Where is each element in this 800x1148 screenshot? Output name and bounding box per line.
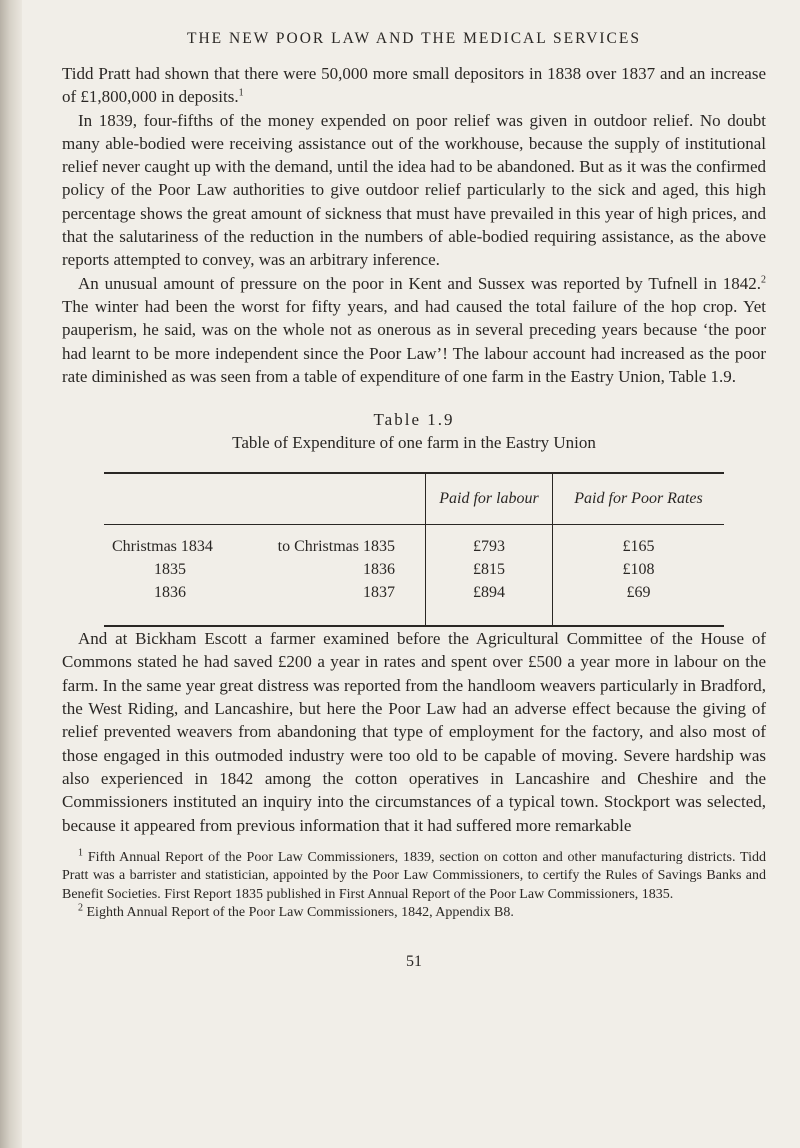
table-header-row bbox=[104, 473, 724, 525]
period-cell: 1836 1837 bbox=[104, 580, 426, 626]
paragraph-2: In 1839, four-fifths of the money expended on poor relief was given in outdoor relief. No doubt many able-bodied were receiving assistance out of the workhouse, because the supply of institutional relief never caught up with the demand, until the idea had to be abandoned. But as it was the confirmed policy of the Poor Law authorities to give outdoor relief particularly to the sick and aged, this high percentage shows the great amount of sickness that must have prevailed in this year of high prices, and that the salutariness of the reduction in the numbers of able-bodied requiring assistance, as the above reports attempted to convey, was an arbitrary inference. bbox=[62, 110, 766, 270]
book-spine-shadow bbox=[0, 0, 22, 1148]
paragraph-4: And at Bickham Escott a farmer examined before the Agricultural Committee of the House of Commons stated he had saved £200 a year in rates and spent over £500 a year more in labour on the farm. In the same year great distress was reported from the handloom weavers particularly in Bradford, the West Riding, and Lancashire, but here the Poor Law had an adverse effect because the giving of relief prevented weavers from abandoning that type of employment for the factory, and also most of those engaged in this outmoded industry were too old to be capable of moving. Severe hardship was also experienced in 1842 among the cotton operatives in Lancashire and Cheshire and the Commissioners instituted an inquiry into the circumstances of a typical town. Stockport was selected, because it appeared from previous information that it had suffered more remarkable bbox=[62, 629, 766, 835]
footnotes bbox=[62, 849, 766, 923]
table-row bbox=[104, 580, 724, 626]
paragraph-3: An unusual amount of pressure on the poor in Kent and Sussex was reported by Tufnell in 1842.$^2$ The winter had been the worst for fifty years, and had caused the total failure of the hop crop. Yet pauperism, he said, was on the whole not as onerous as in several preceding years because ‘the poor had learnt to be more independent since the Poor Law’! The labour account had increased as the poor rate diminished as was seen from a table of expenditure of one farm in the Eastry Union, Table 1.9. bbox=[62, 273, 766, 386]
rates-cell: £69 bbox=[553, 580, 725, 626]
paragraph-1: Tidd Pratt had shown that there were 50,000 more small depositors in 1838 over 1837 and an increase of £1,800,000 in deposits.$^1$ bbox=[62, 64, 766, 107]
footnote-ref-2: 2 bbox=[761, 274, 766, 286]
expenditure-table bbox=[104, 472, 724, 627]
rates-cell: £108 bbox=[553, 557, 725, 580]
table-row bbox=[104, 525, 724, 558]
period-cell: 1835 1836 bbox=[154, 561, 395, 579]
header-paid-labour: Paid for labour bbox=[426, 473, 553, 525]
rates-cell: £165 bbox=[553, 525, 725, 558]
header-period bbox=[104, 473, 426, 525]
footnote-2: $^2$ Eighth Annual Report of the Poor Law Commissioners, 1842, Appendix B8. bbox=[78, 902, 514, 921]
table-label: Table 1.9 bbox=[373, 410, 455, 430]
labour-cell: £894 bbox=[426, 580, 553, 626]
table-row bbox=[104, 557, 724, 580]
book-page bbox=[62, 30, 766, 971]
page-number: 51 bbox=[406, 952, 422, 970]
labour-cell: £793 bbox=[426, 525, 553, 558]
header-paid-poor-rates: Paid for Poor Rates bbox=[553, 473, 725, 525]
running-head: THE NEW POOR LAW AND THE MEDICAL SERVICES bbox=[187, 30, 641, 47]
labour-cell: £815 bbox=[426, 557, 553, 580]
footnote-ref-1: 1 bbox=[238, 87, 244, 99]
table-title: Table of Expenditure of one farm in the Eastry Union bbox=[232, 433, 596, 453]
footnote-1: $^1$ Fifth Annual Report of the Poor Law Commissioners, 1839, section on cotton and other manufacturing districts. Tidd Pratt was a barrister and statistician, appointed by the Poor Law Commissioners, to certify the Rules of Savings Banks and Benefit Societies. First Report 1835 published in First Annual Report of the Poor Law Commissioners, 1835. bbox=[62, 847, 766, 902]
table-caption bbox=[62, 408, 766, 454]
period-cell: Christmas 1834 to Christmas 1835 bbox=[112, 538, 395, 556]
